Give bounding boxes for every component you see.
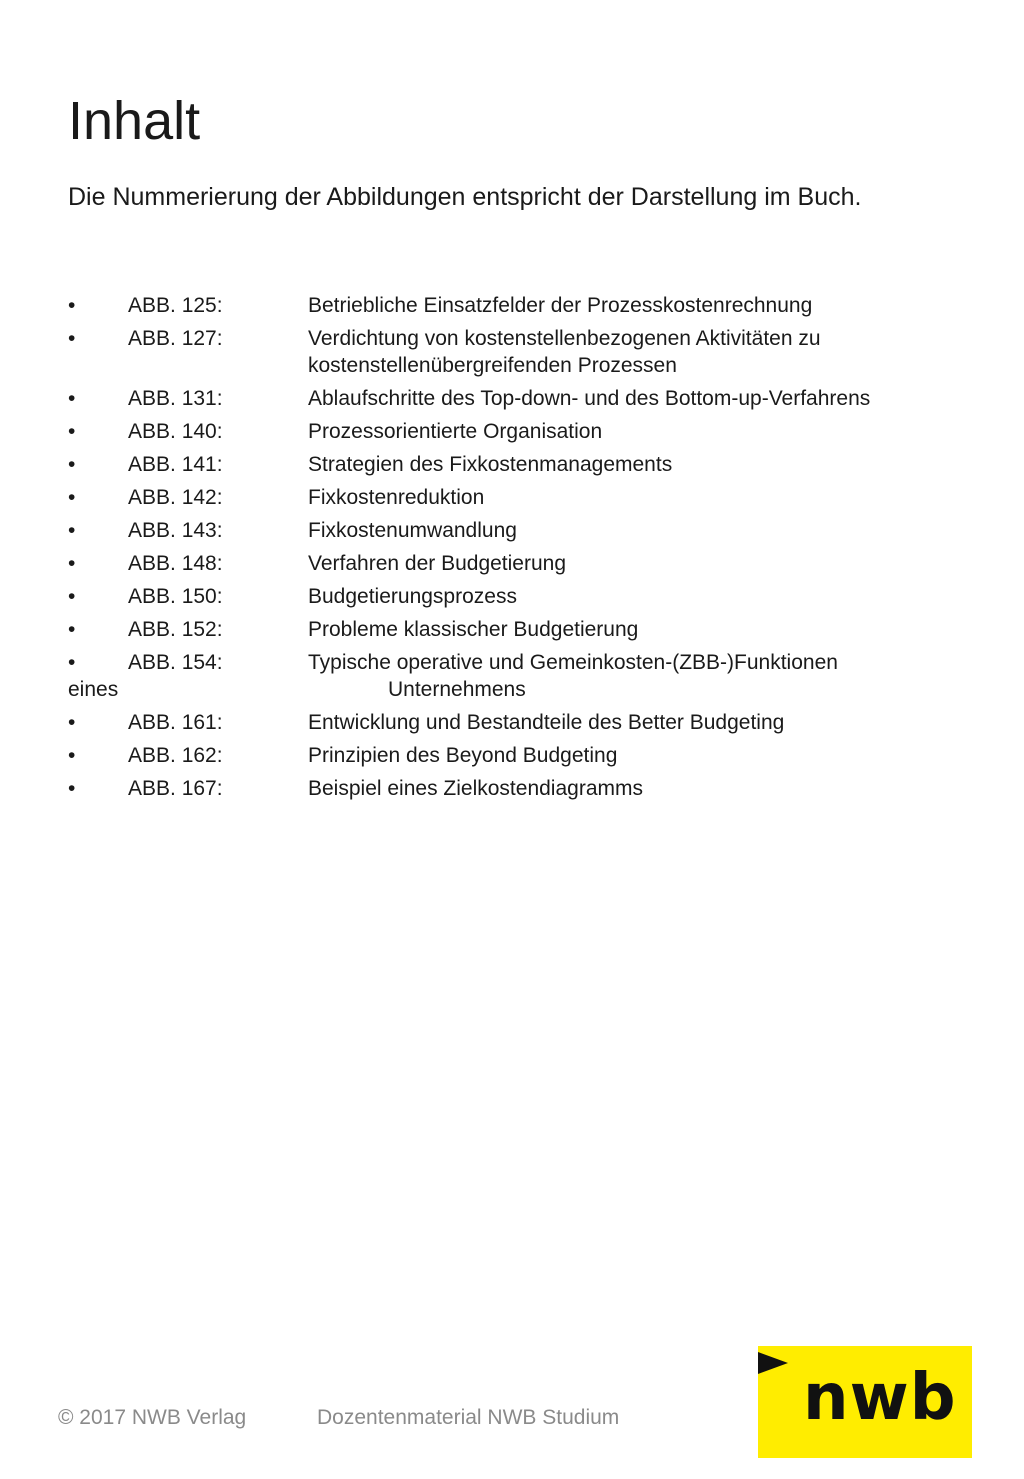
figure-number: ABB. 161: xyxy=(128,711,223,734)
figure-number: ABB. 154: xyxy=(128,651,223,674)
page-subtitle: Die Nummerierung der Abbildungen entspricht der Darstellung im Buch. xyxy=(68,183,862,211)
figure-title: Strategien des Fixkostenmanagements xyxy=(308,453,673,476)
figure-number: ABB. 127: xyxy=(128,327,223,350)
bullet-icon: • xyxy=(68,387,76,410)
page-title: Inhalt xyxy=(68,91,201,151)
figure-number: ABB. 143: xyxy=(128,519,223,542)
list-item xyxy=(68,742,968,769)
list-item xyxy=(68,616,968,643)
figure-title: Betriebliche Einsatzfelder der Prozesskostenrechnung xyxy=(308,294,813,317)
footer-document-label: Dozentenmaterial NWB Studium xyxy=(317,1406,620,1429)
bullet-icon: • xyxy=(68,651,76,674)
list-item xyxy=(68,451,968,478)
bullet-icon: • xyxy=(68,711,76,734)
list-item xyxy=(68,484,968,511)
figure-title: Typische operative und Gemeinkosten-(ZBB-)Funktionen xyxy=(308,651,838,674)
bullet-icon: • xyxy=(68,777,76,800)
figure-title-wrap-lead: eines xyxy=(68,678,119,701)
figure-number: ABB. 150: xyxy=(128,585,223,608)
list-item xyxy=(68,550,968,577)
nwb-logo xyxy=(758,1346,972,1458)
figure-title: Fixkostenumwandlung xyxy=(308,519,517,542)
bullet-icon: • xyxy=(68,519,76,542)
list-item xyxy=(68,583,968,610)
figure-title: Prinzipien des Beyond Budgeting xyxy=(308,744,618,767)
bullet-icon: • xyxy=(68,585,76,608)
logo-wordmark: nwb xyxy=(803,1361,957,1435)
figure-title: Fixkostenreduktion xyxy=(308,486,485,509)
figure-number: ABB. 152: xyxy=(128,618,223,641)
bullet-icon: • xyxy=(68,486,76,509)
list-item xyxy=(68,418,968,445)
figure-title-continuation: kostenstellenübergreifenden Prozessen xyxy=(308,354,677,377)
figure-number: ABB. 141: xyxy=(128,453,223,476)
figure-title: Verfahren der Budgetierung xyxy=(308,552,567,575)
figure-title-continuation: Unternehmens xyxy=(388,678,526,701)
figure-number: ABB. 142: xyxy=(128,486,223,509)
logo-arrow-icon xyxy=(758,1346,798,1376)
footer-copyright: © 2017 NWB Verlag xyxy=(58,1406,247,1429)
figure-title: Prozessorientierte Organisation xyxy=(308,420,603,443)
figure-number: ABB. 162: xyxy=(128,744,223,767)
figure-number: ABB. 131: xyxy=(128,387,223,410)
figure-number: ABB. 140: xyxy=(128,420,223,443)
bullet-icon: • xyxy=(68,453,76,476)
figure-title: Beispiel eines Zielkostendiagramms xyxy=(308,777,643,800)
bullet-icon: • xyxy=(68,744,76,767)
bullet-icon: • xyxy=(68,294,76,317)
figure-title: Ablaufschritte des Top-down- und des Bottom-up-Verfahrens xyxy=(308,387,871,410)
bullet-icon: • xyxy=(68,618,76,641)
list-item xyxy=(68,649,968,703)
bullet-icon: • xyxy=(68,552,76,575)
bullet-icon: • xyxy=(68,327,76,350)
figure-title: Verdichtung von kostenstellenbezogenen Aktivitäten zu xyxy=(308,327,821,350)
figure-title: Entwicklung und Bestandteile des Better Budgeting xyxy=(308,711,785,734)
list-item xyxy=(68,775,968,802)
list-item xyxy=(68,325,968,379)
list-item xyxy=(68,517,968,544)
figure-number: ABB. 148: xyxy=(128,552,223,575)
figure-list xyxy=(68,292,968,808)
list-item xyxy=(68,292,968,319)
list-item xyxy=(68,385,968,412)
figure-number: ABB. 167: xyxy=(128,777,223,800)
bullet-icon: • xyxy=(68,420,76,443)
figure-title: Probleme klassischer Budgetierung xyxy=(308,618,639,641)
figure-number: ABB. 125: xyxy=(128,294,223,317)
figure-title: Budgetierungsprozess xyxy=(308,585,517,608)
list-item xyxy=(68,709,968,736)
